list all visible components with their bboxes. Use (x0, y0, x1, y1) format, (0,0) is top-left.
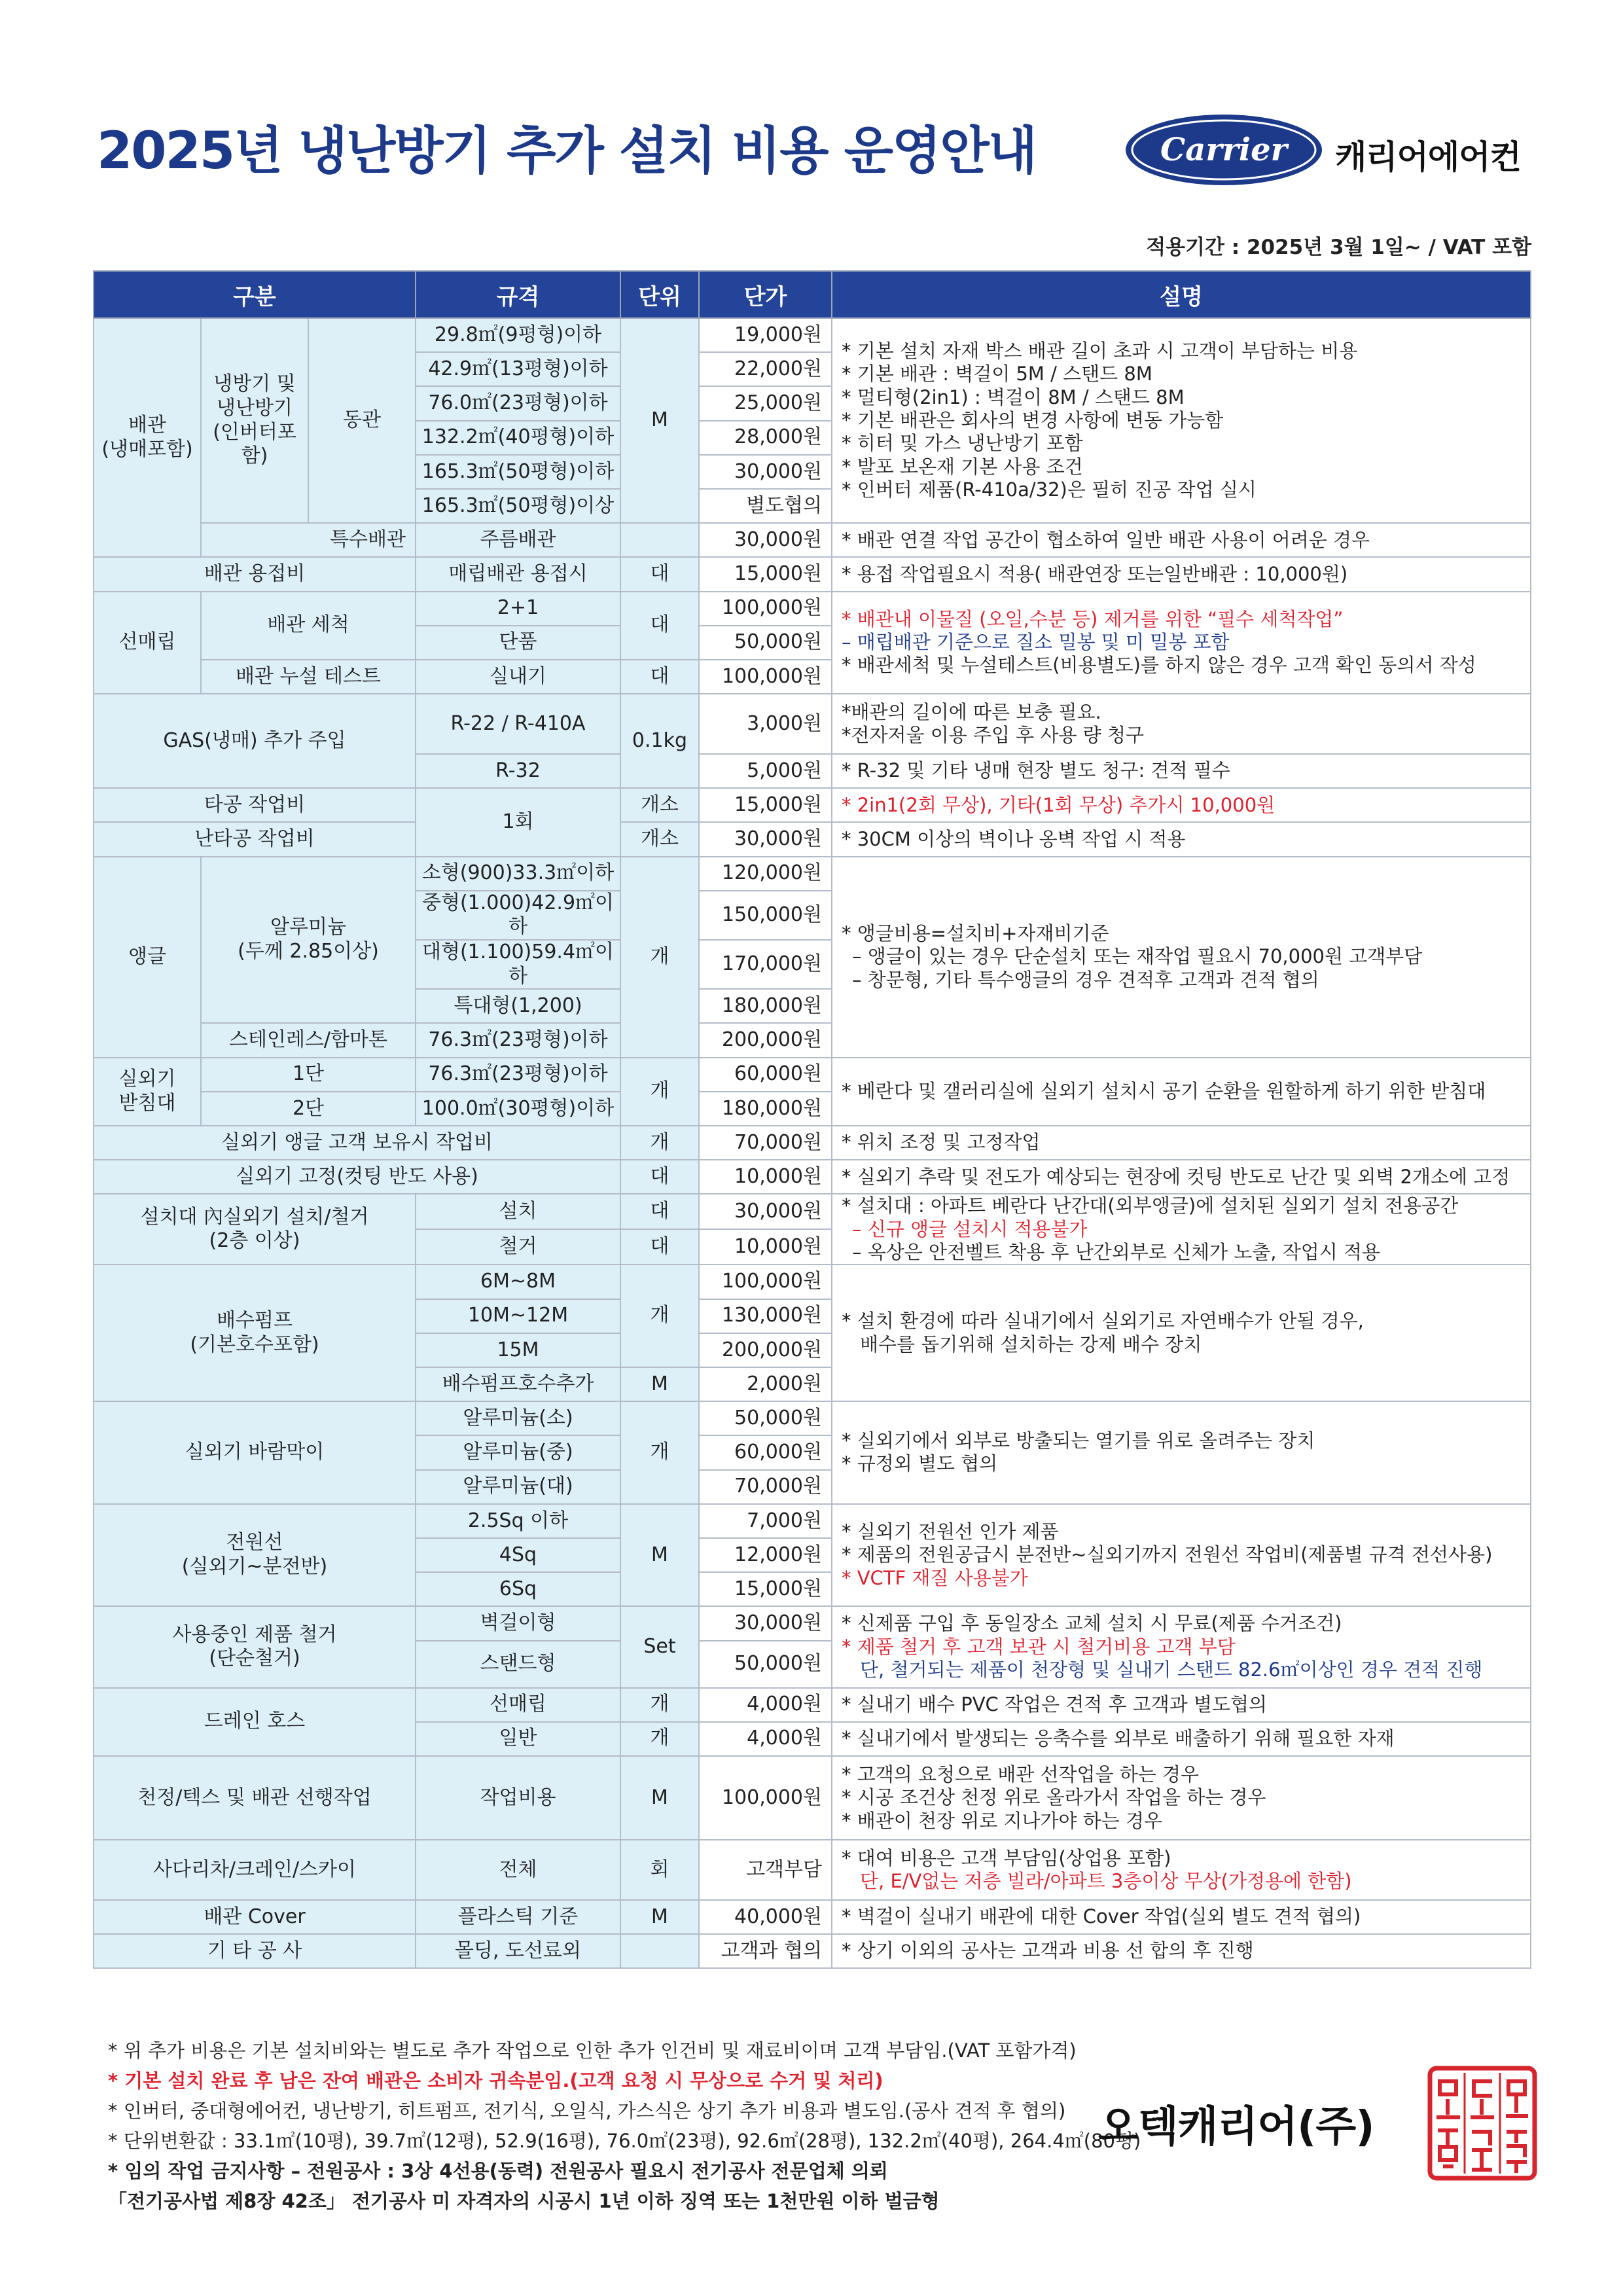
power-line-label: 전원선 (실외기~분전반) (94, 1504, 416, 1607)
desc-line: * VCTF 재질 사용불가 (842, 1566, 1028, 1589)
spec-cell: 15M (416, 1333, 620, 1367)
desc-line: * 실외기에서 외부로 방출되는 열기를 위로 올려주는 장치 (842, 1429, 1315, 1452)
unit-cell: Set (620, 1606, 699, 1687)
desc-line: * 대여 비용은 고객 부담임(상업용 포함) (842, 1846, 1171, 1869)
unit-cell: M (620, 1756, 699, 1840)
table-row (94, 1756, 1531, 1840)
spec-cell: 철거 (416, 1229, 620, 1265)
table-row (94, 1160, 1531, 1194)
desc-line: – 옥상은 안전벨트 착용 후 난간외부로 신체가 노출, 작업시 적용 (852, 1241, 1381, 1264)
own-angle-label: 실외기 앵글 고객 보유시 작업비 (94, 1126, 620, 1160)
price-cell: 50,000원 (699, 1641, 832, 1688)
unit-cell: 대 (620, 592, 699, 660)
price-cell: 170,000원 (699, 940, 832, 989)
desc-line: * 기본 배관은 회사의 변경 사항에 변동 가능함 (842, 408, 1224, 431)
spec-cell: 매립배관 용접시 (416, 557, 620, 591)
table-row (94, 1194, 1531, 1229)
removal-description (832, 1606, 1531, 1687)
price-cell: 30,000원 (699, 822, 832, 856)
footnote: * 위 추가 비용은 기본 설치비와는 별도로 추가 작업으로 인한 추가 인건비 및 재료비이며 고객 부담임.(VAT 포함가격) (108, 2039, 1077, 2062)
table-row (94, 1058, 1531, 1092)
price-cell: 150,000원 (699, 891, 832, 940)
desc-line: * 규정외 별도 협의 (842, 1452, 998, 1475)
spec-cell: 중형(1.000)42.9㎡이하 (416, 891, 620, 940)
desc-line: – 앵글이 있는 경우 단순설치 또는 재작업 필요시 70,000원 고객부담 (852, 945, 1423, 968)
spec-cell: 2.5Sq 이하 (416, 1504, 620, 1538)
desc-line: * 제품의 전원공급시 분전반~실외기까지 전원선 작업비(제품별 규격 전선사용) (842, 1543, 1493, 1566)
hard-hole-description: * 30CM 이상의 벽이나 옹벽 작업 시 적용 (832, 822, 1531, 856)
spec-cell: 132.2㎡(40평형)이하 (416, 421, 620, 455)
pump-label: 배수펌프 (기본호수포함) (94, 1265, 416, 1401)
footnote: * 기본 설치 완료 후 남은 잔여 배관은 소비자 귀속분임.(고객 요청 시 무상으로 수거 및 처리) (108, 2070, 883, 2092)
drain-description: * 실내기 배수 PVC 작업은 견적 후 고객과 별도협의 (832, 1688, 1531, 1722)
special-pipe-description: * 배관 연결 작업 공간이 협소하여 일반 배관 사용이 어려운 경우 (832, 523, 1531, 557)
spec-cell: 실내기 (416, 660, 620, 694)
removal-label: 사용중인 제품 철거 (단순철거) (94, 1606, 416, 1687)
unit-cell: 대 (620, 660, 699, 694)
spec-cell: 100.0㎡(30평형)이하 (416, 1092, 620, 1126)
spec-cell: 29.8㎡(9평형)이하 (416, 318, 620, 352)
table-row (94, 694, 1531, 754)
price-cell: 100,000원 (699, 1756, 832, 1840)
desc-line: *배관의 길이에 따른 보충 필요. (842, 700, 1101, 723)
table-row (94, 557, 1531, 591)
hole-label: 타공 작업비 (94, 788, 416, 822)
price-cell: 50,000원 (699, 626, 832, 660)
spec-cell: 전체 (416, 1840, 620, 1900)
desc-line: * 배관내 이물질 (오일,수분 등) 제거를 위한 “필수 세척작업” (842, 607, 1344, 630)
special-pipe-label: 특수배관 (201, 523, 416, 557)
price-cell: 28,000원 (699, 421, 832, 455)
ceiling-label: 천정/텍스 및 배관 선행작업 (94, 1756, 416, 1840)
table-row (94, 1934, 1531, 1968)
unit-cell: M (620, 1504, 699, 1607)
unit-cell: 개 (620, 1058, 699, 1126)
pump-description (832, 1265, 1531, 1401)
footnote: * 인버터, 중대형에어컨, 냉난방기, 히트펌프, 전기식, 오일식, 가스식은 상기 추가 비용과 별도임.(공사 견적 후 협의) (108, 2100, 1066, 2122)
spec-cell: 플라스틱 기준 (416, 1900, 620, 1934)
stand-description: * 베란다 및 갤러리실에 실외기 설치시 공기 순환을 원할하게 하기 위한 받침대 (832, 1058, 1531, 1126)
table-row (94, 523, 1531, 557)
preburied-category: 선매립 (94, 592, 201, 694)
spec-cell: R-22 / R-410A (416, 694, 620, 754)
etc-description: * 상기 이외의 공사는 고객과 비용 선 합의 후 진행 (832, 1934, 1531, 1968)
footnote: 「전기공사법 제8장 42조」 전기공사 미 자격자의 시공시 1년 이하 징역 또는 1천만원 이하 벌금형 (108, 2190, 940, 2212)
etc-label: 기 타 공 사 (94, 1934, 416, 1968)
ladder-label: 사다리차/크레인/스카이 (94, 1840, 416, 1900)
fixing-label: 실외기 고정(컷팅 반도 사용) (94, 1160, 620, 1194)
table-row (94, 788, 1531, 822)
spec-cell: 몰딩, 도선료외 (416, 1934, 620, 1968)
price-cell: 7,000원 (699, 1504, 832, 1538)
unit-cell (620, 523, 699, 557)
price-cell: 30,000원 (699, 523, 832, 557)
price-cell: 22,000원 (699, 352, 832, 386)
leak-test-label: 배관 누설 테스트 (201, 660, 416, 694)
table-row (94, 318, 1531, 352)
unit-cell: 개소 (620, 788, 699, 822)
price-cell: 30,000원 (699, 455, 832, 489)
spec-cell: 선매립 (416, 1688, 620, 1722)
unit-cell: 대 (620, 1194, 699, 1229)
price-cell: 별도협의 (699, 489, 832, 523)
table-row (94, 1840, 1531, 1900)
price-cell: 100,000원 (699, 592, 832, 626)
price-cell: 10,000원 (699, 1160, 832, 1194)
unit-cell: 0.1kg (620, 694, 699, 788)
price-cell: 50,000원 (699, 1401, 832, 1435)
desc-line: * 제품 철거 후 고객 보관 시 철거비용 고객 부담 (842, 1635, 1236, 1658)
pipe-category: 배관 (냉매포함) (94, 318, 201, 557)
price-cell: 60,000원 (699, 1058, 832, 1092)
spec-cell: 165.3㎡(50평형)이하 (416, 455, 620, 489)
desc-line: * 히터 및 가스 냉난방기 포함 (842, 432, 1083, 455)
desc-line: * 멀티형(2in1) : 벽걸이 8M / 스탠드 8M (842, 386, 1185, 408)
table-row (94, 1504, 1531, 1538)
spec-cell: 알루미늄(중) (416, 1435, 620, 1469)
price-cell: 5,000원 (699, 754, 832, 788)
spec-cell: 대형(1.100)59.4㎡이하 (416, 940, 620, 989)
header-description: 설명 (832, 271, 1531, 318)
price-cell: 100,000원 (699, 660, 832, 694)
price-cell: 25,000원 (699, 386, 832, 420)
header-spec: 규격 (416, 271, 620, 318)
price-cell: 15,000원 (699, 788, 832, 822)
footnote: * 단위변환값 : 33.1㎡(10평), 39.7㎡(12평), 52.9(16평), 76.0㎡(23평), 92.6㎡(28평), 132.2㎡(40평), 264.4㎡(80평) (108, 2130, 1141, 2152)
unit-cell: 대 (620, 557, 699, 591)
desc-line: * 배관세척 및 누설테스트(비용별도)를 하지 않은 경우 고객 확인 동의서 작성 (842, 654, 1476, 677)
spec-cell: 42.9㎡(13평형)이하 (416, 352, 620, 386)
price-cell: 고객과 협의 (699, 1934, 832, 1968)
ladder-description (832, 1840, 1531, 1900)
table-header (94, 271, 1531, 318)
header-price: 단가 (699, 271, 832, 318)
desc-line: 단, 철거되는 제품이 천장형 및 실내기 스탠드 82.6㎡이상인 경우 견적 진행 (860, 1659, 1483, 1681)
logo-text: Carrier (1160, 132, 1287, 168)
price-cell: 60,000원 (699, 1435, 832, 1469)
drain-description: * 실내기에서 발생되는 응축수를 외부로 배출하기 위해 필요한 자재 (832, 1722, 1531, 1756)
fee-table (93, 270, 1531, 1969)
spec-cell: 165.3㎡(50평형)이상 (416, 489, 620, 523)
price-cell: 180,000원 (699, 989, 832, 1023)
unit-cell: 개 (620, 857, 699, 1058)
price-cell: 15,000원 (699, 557, 832, 591)
spec-cell: 작업비용 (416, 1756, 620, 1840)
price-cell: 70,000원 (699, 1470, 832, 1504)
own-angle-description: * 위치 조정 및 고정작업 (832, 1126, 1531, 1160)
price-cell: 고객부담 (699, 1840, 832, 1900)
unit-cell: 개 (620, 1401, 699, 1504)
table-row (94, 1126, 1531, 1160)
cover-description: * 벽걸이 실내기 배관에 대한 Cover 작업(실외 별도 견적 협의) (832, 1900, 1531, 1934)
company-seal-icon (1427, 2065, 1538, 2181)
header-unit: 단위 (620, 271, 699, 318)
spec-cell: 1회 (416, 788, 620, 856)
desc-line: – 매립배관 기준으로 질소 밀봉 및 미 밀봉 포함 (842, 631, 1230, 654)
spec-cell: 주름배관 (416, 523, 620, 557)
spec-cell: 알루미늄(소) (416, 1401, 620, 1435)
desc-line: * 인버터 제품(R-410a/32)은 필히 진공 작업 실시 (842, 478, 1257, 501)
spec-cell: R-32 (416, 754, 620, 788)
spec-cell: 소형(900)33.3㎡이하 (416, 857, 620, 891)
cover-label: 배관 Cover (94, 1900, 416, 1934)
spec-cell: 76.3㎡(23평형)이하 (416, 1023, 620, 1057)
hard-hole-label: 난타공 작업비 (94, 822, 416, 856)
price-cell: 10,000원 (699, 1229, 832, 1265)
inner-stand-label: 설치대 內실외기 설치/철거 (2층 이상) (94, 1194, 416, 1265)
page-title: 2025년 냉난방기 추가 설치 비용 운영안내 (97, 122, 1037, 181)
header-category: 구분 (94, 271, 416, 318)
desc-line: * 시공 조건상 천정 위로 올라가서 작업을 하는 경우 (842, 1786, 1266, 1809)
spec-cell: 벽걸이형 (416, 1606, 620, 1640)
footnotes (108, 2036, 1141, 2216)
spec-cell: 6Sq (416, 1572, 620, 1606)
price-cell: 3,000원 (699, 694, 832, 754)
brand-name-kr: 캐리어에어컨 (1335, 138, 1521, 176)
stand-category: 실외기 받침대 (94, 1058, 201, 1126)
spec-cell: 4Sq (416, 1538, 620, 1572)
pipe-clean-label: 배관 세척 (201, 592, 416, 660)
gas-r32-description: * R-32 및 기타 냉매 현장 별도 청구: 견적 필수 (832, 754, 1531, 788)
table-row (94, 822, 1531, 856)
unit-cell: M (620, 1900, 699, 1934)
spec-cell: 6M~8M (416, 1265, 620, 1299)
desc-line: * 실외기 전원선 인가 제품 (842, 1520, 1059, 1543)
price-cell: 70,000원 (699, 1126, 832, 1160)
unit-cell: 대 (620, 1229, 699, 1265)
spec-cell: 특대형(1,200) (416, 989, 620, 1023)
unit-cell: 개소 (620, 822, 699, 856)
inner-stand-description (832, 1194, 1531, 1265)
spec-cell: 76.0㎡(23평형)이하 (416, 386, 620, 420)
stand-tier-label: 2단 (201, 1092, 416, 1126)
ceiling-description (832, 1756, 1531, 1840)
desc-line: * 신제품 구입 후 동일장소 교체 설치 시 무료(제품 수거조건) (842, 1612, 1342, 1635)
hole-description: * 2in1(2회 무상), 기타(1회 무상) 추가시 10,000원 (832, 788, 1531, 822)
price-cell: 4,000원 (699, 1688, 832, 1722)
desc-line: * 고객의 요청으로 배관 선작업을 하는 경우 (842, 1763, 1200, 1785)
drain-hose-label: 드레인 호스 (94, 1688, 416, 1756)
unit-cell: 회 (620, 1840, 699, 1900)
pipe-sub-category: 냉방기 및 냉난방기 (인버터포함) (201, 318, 308, 523)
desc-line: – 신규 앵글 설치시 적용불가 (852, 1217, 1088, 1240)
unit-cell: M (620, 1367, 699, 1401)
spec-cell: 76.3㎡(23평형)이하 (416, 1058, 620, 1092)
wind-guard-label: 실외기 바람막이 (94, 1401, 416, 1504)
welding-label: 배관 용접비 (94, 557, 416, 591)
spec-cell: 2+1 (416, 592, 620, 626)
price-cell: 4,000원 (699, 1722, 832, 1756)
spec-cell: 스탠드형 (416, 1641, 620, 1688)
desc-line: * 설치대 : 아파트 베란다 난간대(외부앵글)에 설치된 실외기 설치 전용공간 (842, 1194, 1459, 1217)
price-cell: 15,000원 (699, 1572, 832, 1606)
table-row (94, 1401, 1531, 1435)
aluminium-label: 알루미늄 (두께 2.85이상) (201, 857, 416, 1024)
company-name: 오텍캐리어(주) (1098, 2103, 1374, 2151)
spec-cell: 일반 (416, 1722, 620, 1756)
unit-cell: 개 (620, 1688, 699, 1722)
price-cell: 120,000원 (699, 857, 832, 891)
price-cell: 40,000원 (699, 1900, 832, 1934)
spec-cell: 설치 (416, 1194, 620, 1229)
table-row (94, 857, 1531, 891)
applicable-period: 적용기간 : 2025년 3월 1일~ / VAT 포함 (1146, 236, 1531, 259)
unit-cell: 개 (620, 1126, 699, 1160)
angle-description (832, 857, 1531, 1058)
spec-cell: 10M~12M (416, 1299, 620, 1333)
price-cell: 2,000원 (699, 1367, 832, 1401)
unit-cell: 개 (620, 1722, 699, 1756)
desc-line: * 앵글비용=설치비+자재비기준 (842, 922, 1109, 945)
desc-line: * 배관이 천장 위로 지나가야 하는 경우 (842, 1809, 1163, 1832)
spec-cell: 배수펌프호수추가 (416, 1367, 620, 1401)
price-cell: 30,000원 (699, 1606, 832, 1640)
gas-description (832, 694, 1531, 754)
fixing-description: * 실외기 추락 및 전도가 예상되는 현장에 컷팅 반도로 난간 및 외벽 2개소에 고정 (832, 1160, 1531, 1194)
spec-cell: 단품 (416, 626, 620, 660)
desc-line: * 기본 설치 자재 박스 배관 길이 초과 시 고객이 부담하는 비용 (842, 339, 1358, 362)
wind-guard-description (832, 1401, 1531, 1504)
gas-label: GAS(냉매) 추가 주입 (94, 694, 416, 788)
preburied-description (832, 592, 1531, 694)
stand-tier-label: 1단 (201, 1058, 416, 1092)
unit-cell: 대 (620, 1160, 699, 1194)
table-row (94, 1606, 1531, 1640)
table-row (94, 1900, 1531, 1934)
price-cell: 100,000원 (699, 1265, 832, 1299)
price-cell: 200,000원 (699, 1333, 832, 1367)
welding-description: * 용접 작업필요시 적용( 배관연장 또는일반배관 : 10,000원) (832, 557, 1531, 591)
table-row (94, 592, 1531, 626)
stainless-label: 스테인레스/함마톤 (201, 1023, 416, 1057)
desc-line: 배수를 돕기위해 설치하는 강제 배수 장치 (860, 1333, 1202, 1355)
price-cell: 12,000원 (699, 1538, 832, 1572)
desc-line: 단, E/V없는 저층 빌라/아파트 3층이상 무상(가정용에 한함) (860, 1869, 1352, 1892)
desc-line: * 발포 보온재 기본 사용 조건 (842, 455, 1083, 478)
price-cell: 200,000원 (699, 1023, 832, 1057)
table-row (94, 1688, 1531, 1722)
desc-line: * 기본 배관 : 벽걸이 5M / 스탠드 8M (842, 363, 1152, 386)
unit-cell: M (620, 318, 699, 523)
price-cell: 180,000원 (699, 1092, 832, 1126)
price-cell: 19,000원 (699, 318, 832, 352)
unit-cell: 개 (620, 1265, 699, 1367)
table-row (94, 1265, 1531, 1299)
price-cell: 130,000원 (699, 1299, 832, 1333)
pipe-description (832, 318, 1531, 523)
footnote: * 임의 작업 금지사항 – 전원공사 : 3상 4선용(동력) 전원공사 필요시 전기공사 전문업체 의뢰 (108, 2160, 888, 2182)
angle-category: 앵글 (94, 857, 201, 1058)
pipe-material: 동관 (308, 318, 416, 523)
power-line-description (832, 1504, 1531, 1607)
desc-line: *전자저울 이용 주입 후 사용 량 청구 (842, 724, 1145, 747)
spec-cell: 알루미늄(대) (416, 1470, 620, 1504)
carrier-logo (1122, 111, 1325, 188)
desc-line: – 창문형, 기타 특수앵글의 경우 견적후 고객과 견적 협의 (852, 968, 1319, 991)
price-cell: 30,000원 (699, 1194, 832, 1229)
unit-cell (620, 1934, 699, 1968)
desc-line: * 설치 환경에 따라 실내기에서 실외기로 자연배수가 안될 경우, (842, 1310, 1364, 1333)
